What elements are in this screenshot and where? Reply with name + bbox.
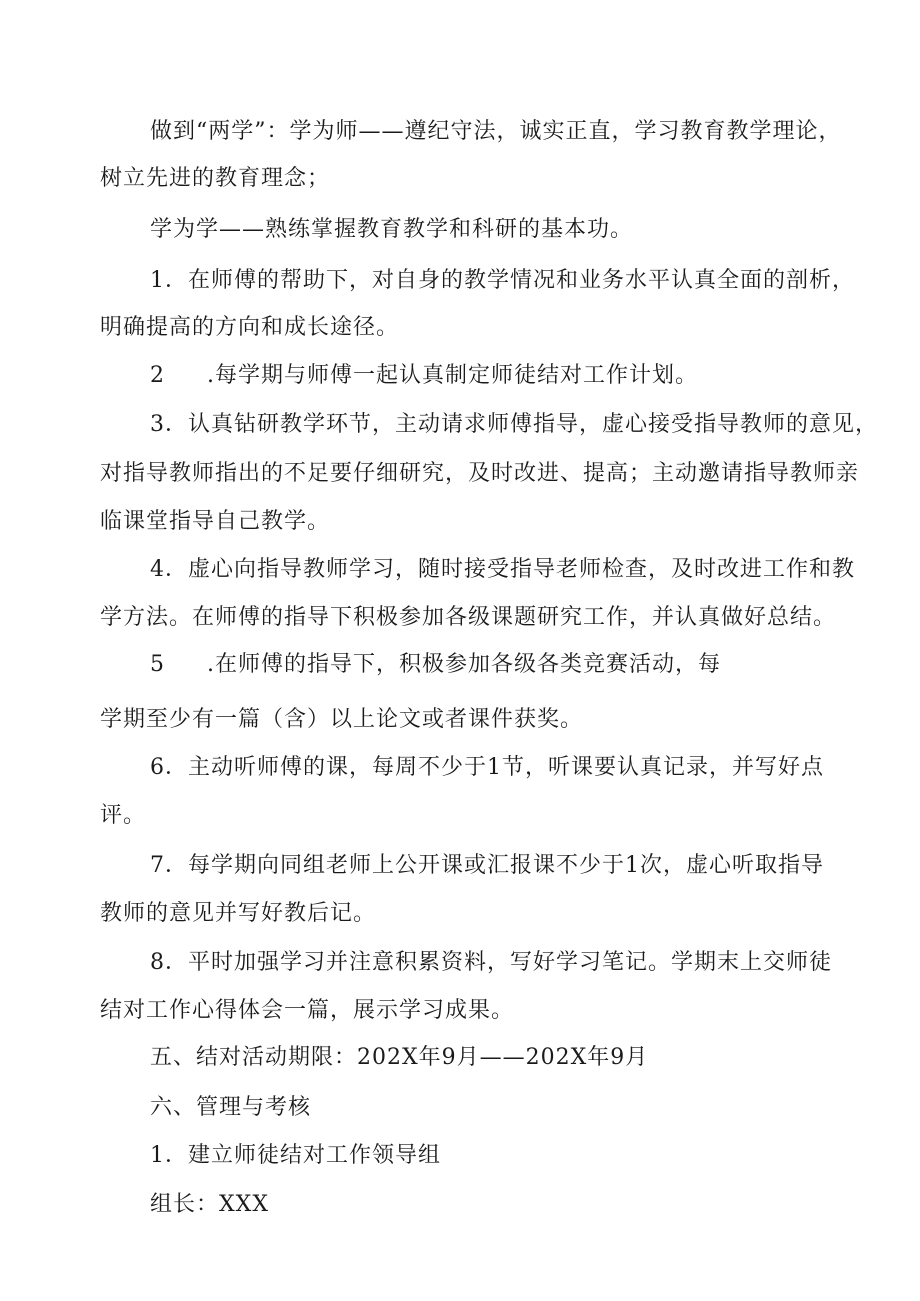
item-1-line-2: 明确提高的方向和成长途径。 [100,315,400,340]
item-1-line-1: 1．在师傅的帮助下，对自身的教学情况和业务水平认真全面的剖析， [150,268,855,293]
group-leader: 组长：XXX [150,1192,269,1217]
paragraph-two-learnings-line-1: 做到“两学”：学为师——遵纪守法，诚实正直，学习教育教学理论， [150,119,842,144]
paragraph-two-learnings-line-2: 树立先进的教育理念； [100,166,331,191]
item-3-line-3: 临课堂指导自己教学。 [100,509,331,534]
section-six-heading: 六、管理与考核 [150,1095,312,1120]
item-5-number: 5 [150,652,165,677]
item-7-line-2: 教师的意见并写好教后记。 [100,901,377,926]
paragraph-learn-as-student: 学为学——熟练掌握教育教学和科研的基本功。 [150,217,634,242]
item-5-line-1: .在师傅的指导下，积极参加各级各类竞赛活动，每 [207,652,721,677]
item-2-text: .每学期与师傅一起认真制定师徒结对工作计划。 [207,363,698,388]
item-7-line-1: 7．每学期向同组老师上公开课或汇报课不少于1次，虚心听取指导 [150,853,824,878]
item-8-line-2: 结对工作心得体会一篇，展示学习成果。 [100,998,515,1023]
section-five-period: 五、结对活动期限：202X年9月——202X年9月 [150,1045,649,1070]
item-3-line-1: 3．认真钻研教学环节，主动请求师傅指导，虚心接受指导教师的意见， [150,412,878,437]
item-6-line-2: 评。 [100,803,147,828]
item-3-line-2: 对指导教师指出的不足要仔细研究，及时改进、提高；主动邀请指导教师亲 [100,461,860,486]
item-4-line-1: 4．虚心向指导教师学习，随时接受指导老师检查，及时改进工作和教 [150,557,855,582]
item-8-line-1: 8．平时加强学习并注意积累资料，写好学习笔记。学期末上交师徒 [150,950,832,975]
section-six-item-1: 1．建立师徒结对工作领导组 [150,1143,441,1168]
item-5-line-2: 学期至少有一篇（含）以上论文或者课件获奖。 [100,707,584,732]
item-6-line-1: 6．主动听师傅的课，每周不少于1节，听课要认真记录，并写好点 [150,755,824,780]
item-2-number: 2 [150,363,165,388]
item-4-line-2: 学方法。在师傅的指导下积极参加各级课题研究工作，并认真做好总结。 [100,605,837,630]
